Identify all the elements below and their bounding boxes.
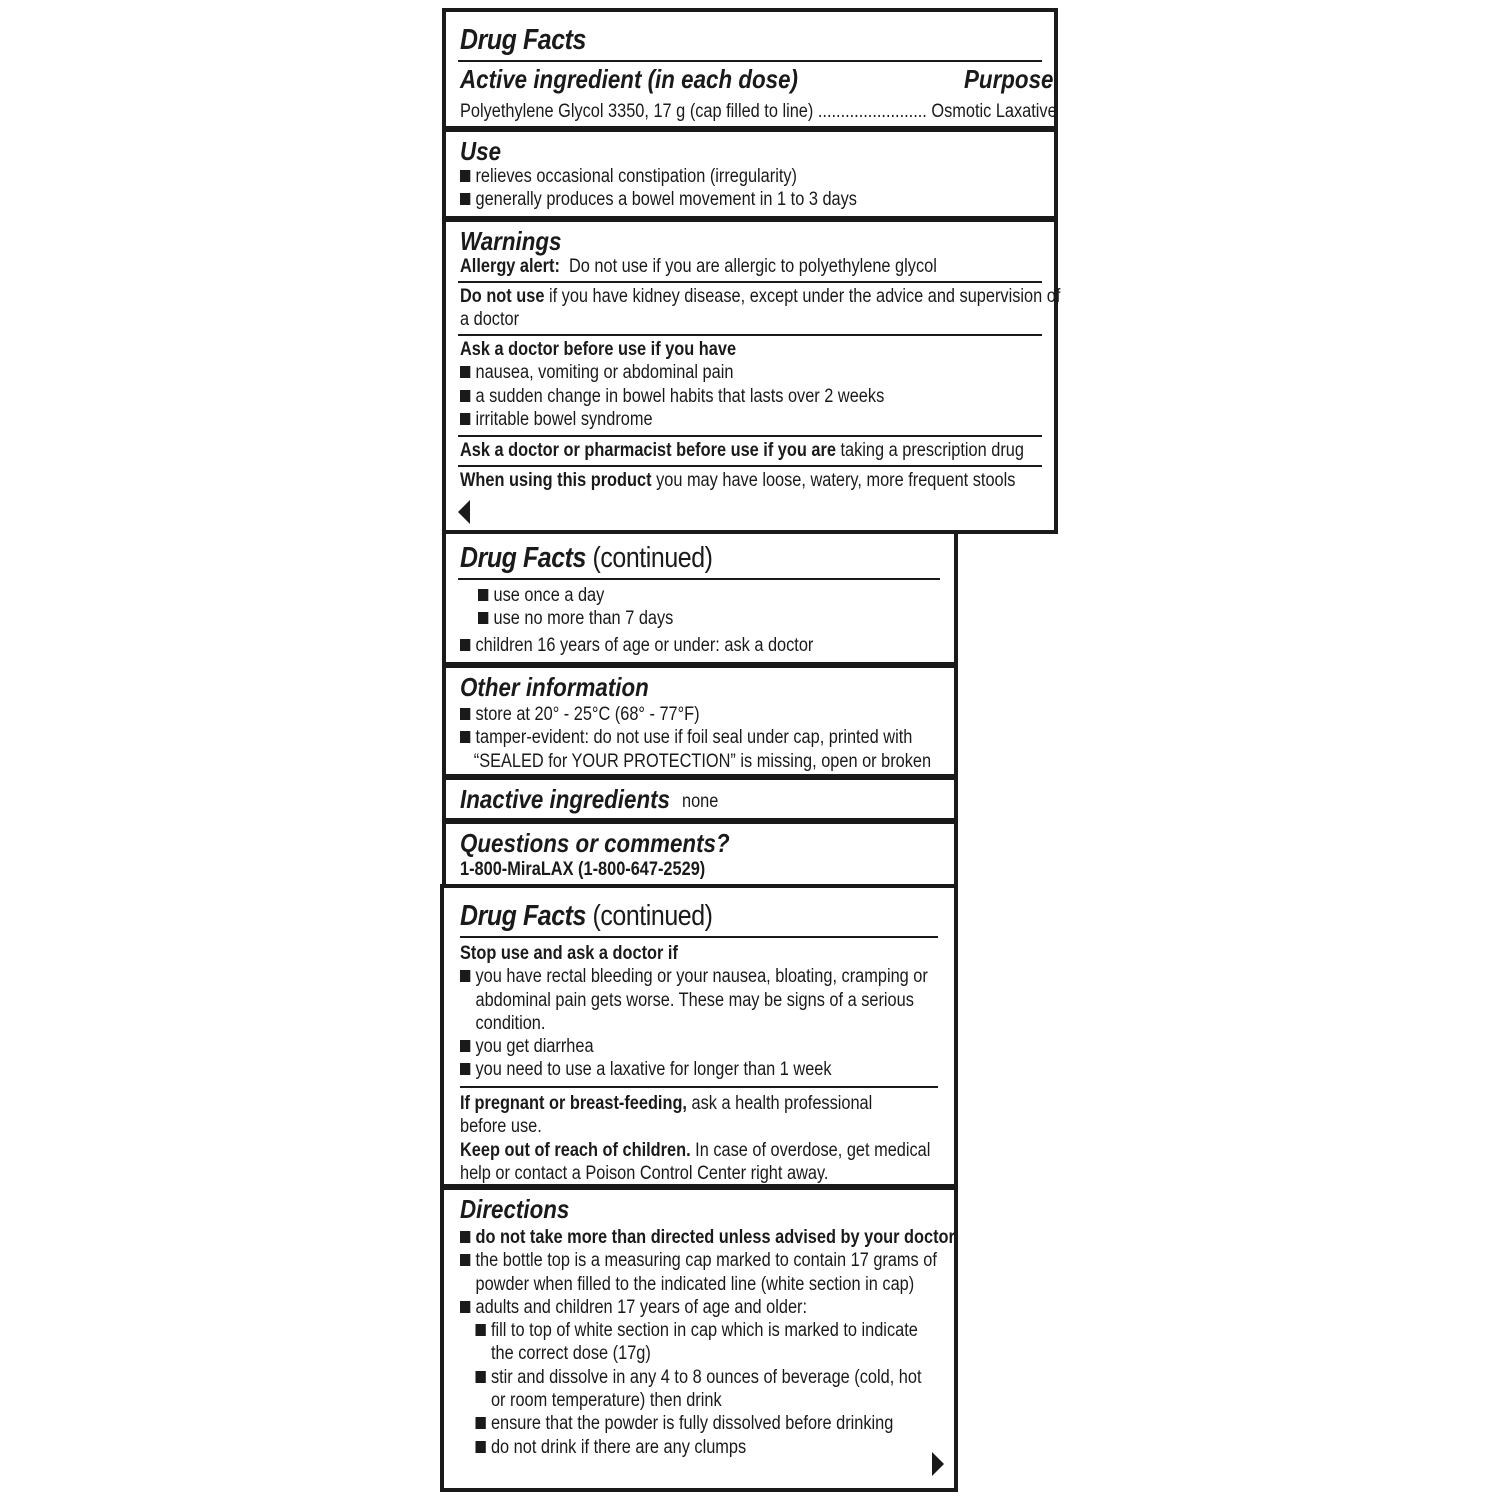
- active-ingredient-heading: Active ingredient (in each dose): [460, 64, 798, 94]
- directions-section: [444, 1190, 954, 1492]
- purpose-heading: Purpose: [963, 64, 1054, 94]
- warnings-section: [446, 222, 1061, 534]
- list-item: the bottle top is a measuring cap marked to contain 17 grams of: [460, 1249, 955, 1272]
- divider: [458, 578, 940, 580]
- inactive-heading: Inactive ingredients: [460, 784, 671, 814]
- arrow-right-icon: [932, 1452, 944, 1476]
- inactive-value: none: [682, 791, 719, 812]
- ask-doctor-block: Ask a doctor before use if you have nausea, vomiting or abdominal pain a sudden change in bowel habits that lasts over 2 weeks irritable bowel syndrome: [460, 339, 885, 430]
- list-item: you need to use a laxative for longer than 1 week: [460, 1058, 928, 1081]
- bullet-icon: [460, 1040, 470, 1052]
- bullet-icon: [460, 366, 470, 378]
- list-item: fill to top of white section in cap which is marked to indicate: [460, 1319, 955, 1342]
- questions-heading: Questions or comments?: [460, 828, 730, 858]
- panel-title: Drug Facts: [460, 24, 586, 56]
- directions-list: do not take more than directed unless advised by your doctor the bottle top is a measuring cap marked to contain 17 grams of powder when filled to the indicated line (white section in cap) adults and children 17 years of age and older: fill to top of white section in cap which is marked to indicate the correct dose (17g) stir and dissolve in any 4 to 8 ounces of beverage (cold, hot or room temperature) then drink ensure that the powder is fully dissolved before drinking do not drink if there are any clumps: [460, 1226, 955, 1459]
- bullet-icon: [475, 1417, 485, 1429]
- divider: [458, 435, 1042, 437]
- list-item: use once a day: [478, 584, 673, 607]
- inactive-ingredients-section: [446, 780, 954, 824]
- other-info-heading: Other information: [460, 672, 649, 702]
- bullet-icon: [460, 1231, 470, 1243]
- use-list: [460, 165, 857, 212]
- bullet-icon: [460, 1254, 470, 1266]
- bullet-icon: [460, 390, 470, 402]
- bullet-icon: [475, 1324, 485, 1336]
- list-item: generally produces a bowel movement in 1 to 3 days: [460, 188, 857, 211]
- panel-title: Drug Facts (continued): [460, 900, 713, 932]
- list-item: relieves occasional constipation (irregularity): [460, 165, 857, 188]
- allergy-alert: Allergy alert: Do not use if you are allergic to polyethylene glycol: [460, 256, 937, 277]
- list-item: nausea, vomiting or abdominal pain: [460, 361, 884, 384]
- list-item: stir and dissolve in any 4 to 8 ounces of beverage (cold, hot: [460, 1366, 955, 1389]
- list-item: store at 20° - 25°C (68° - 77°F): [460, 703, 931, 726]
- directions-heading: Directions: [460, 1194, 570, 1224]
- bullet-icon: [460, 170, 470, 182]
- stop-use-section: [444, 888, 954, 1190]
- warnings-heading: Warnings: [460, 226, 562, 256]
- divider: [458, 281, 1042, 283]
- list-item: a sudden change in bowel habits that lasts over 2 weeks: [460, 385, 884, 408]
- list-item: do not drink if there are any clumps: [460, 1436, 955, 1459]
- bullet-icon: [460, 1063, 470, 1075]
- divider: [460, 936, 938, 938]
- bullet-icon: [460, 639, 470, 651]
- do-not-use: Do not use if you have kidney disease, except under the advice and supervision of a doctor: [460, 286, 1061, 331]
- list-item: children 16 years of age or under: ask a doctor: [460, 634, 813, 657]
- when-using: When using this product you may have loose, watery, more frequent stools: [460, 470, 1016, 491]
- list-item: irritable bowel syndrome: [460, 408, 884, 431]
- pregnant-keep-block: If pregnant or breast-feeding, ask a health professional before use. Keep out of reach of children. In case of overdose, get medical help or contact a Poison Control Center right away.: [460, 1093, 931, 1184]
- list-item-continuation: “SEALED for YOUR PROTECTION” is missing, open or broken: [473, 750, 932, 772]
- other-information-section: [446, 668, 954, 780]
- bullet-icon: [478, 612, 488, 624]
- divider: [460, 1086, 938, 1088]
- stop-use-block: Stop use and ask a doctor if you have rectal bleeding or your nausea, bloating, cramping or abdominal pain gets worse. These may be signs of a serious condition. you get diarrhea you need to use a laxative for longer than 1 week: [460, 943, 928, 1081]
- list-item: you have rectal bleeding or your nausea, bloating, cramping or: [460, 965, 928, 988]
- bullet-icon: [460, 731, 470, 743]
- bullet-icon: [460, 708, 470, 720]
- bullet-icon: [478, 589, 488, 601]
- phone-number: 1-800-MiraLAX (1-800-647-2529): [460, 859, 706, 880]
- drug-facts-panel-1: [442, 8, 1061, 534]
- drug-facts-panel-2: [442, 530, 958, 890]
- questions-section: [446, 824, 954, 890]
- bullet-icon: [460, 193, 470, 205]
- divider: [458, 60, 1042, 62]
- other-info-list: [460, 703, 931, 773]
- ask-pharmacist: Ask a doctor or pharmacist before use if you are taking a prescription drug: [460, 440, 1024, 461]
- bullet-icon: [460, 1301, 470, 1313]
- list-item: use no more than 7 days: [478, 607, 673, 630]
- drug-facts-panel-3: [440, 884, 958, 1492]
- arrow-left-icon: [458, 500, 470, 524]
- divider: [458, 334, 1042, 336]
- list-item: tamper-evident: do not use if foil seal under cap, printed with: [460, 726, 931, 749]
- list-item: do not take more than directed unless advised by your doctor: [460, 1226, 955, 1249]
- panel-title: Drug Facts (continued): [460, 542, 713, 574]
- continued-section: [446, 534, 954, 668]
- bullet-icon: [460, 413, 470, 425]
- bullet-icon: [460, 970, 470, 982]
- bullet-icon: [475, 1441, 485, 1453]
- active-ingredient-line: Polyethylene Glycol 3350, 17 g (cap filled to line) ........................ Osmotic Laxative: [460, 101, 1057, 122]
- list-item: you get diarrhea: [460, 1035, 928, 1058]
- use-heading: Use: [460, 136, 502, 166]
- sub-list: [478, 584, 673, 631]
- divider: [458, 465, 1042, 467]
- list-item: ensure that the powder is fully dissolved before drinking: [460, 1412, 955, 1435]
- bullet-icon: [475, 1371, 485, 1383]
- list-item: adults and children 17 years of age and older:: [460, 1296, 955, 1319]
- active-ingredient-section: [446, 12, 1057, 132]
- use-section: [446, 132, 1054, 222]
